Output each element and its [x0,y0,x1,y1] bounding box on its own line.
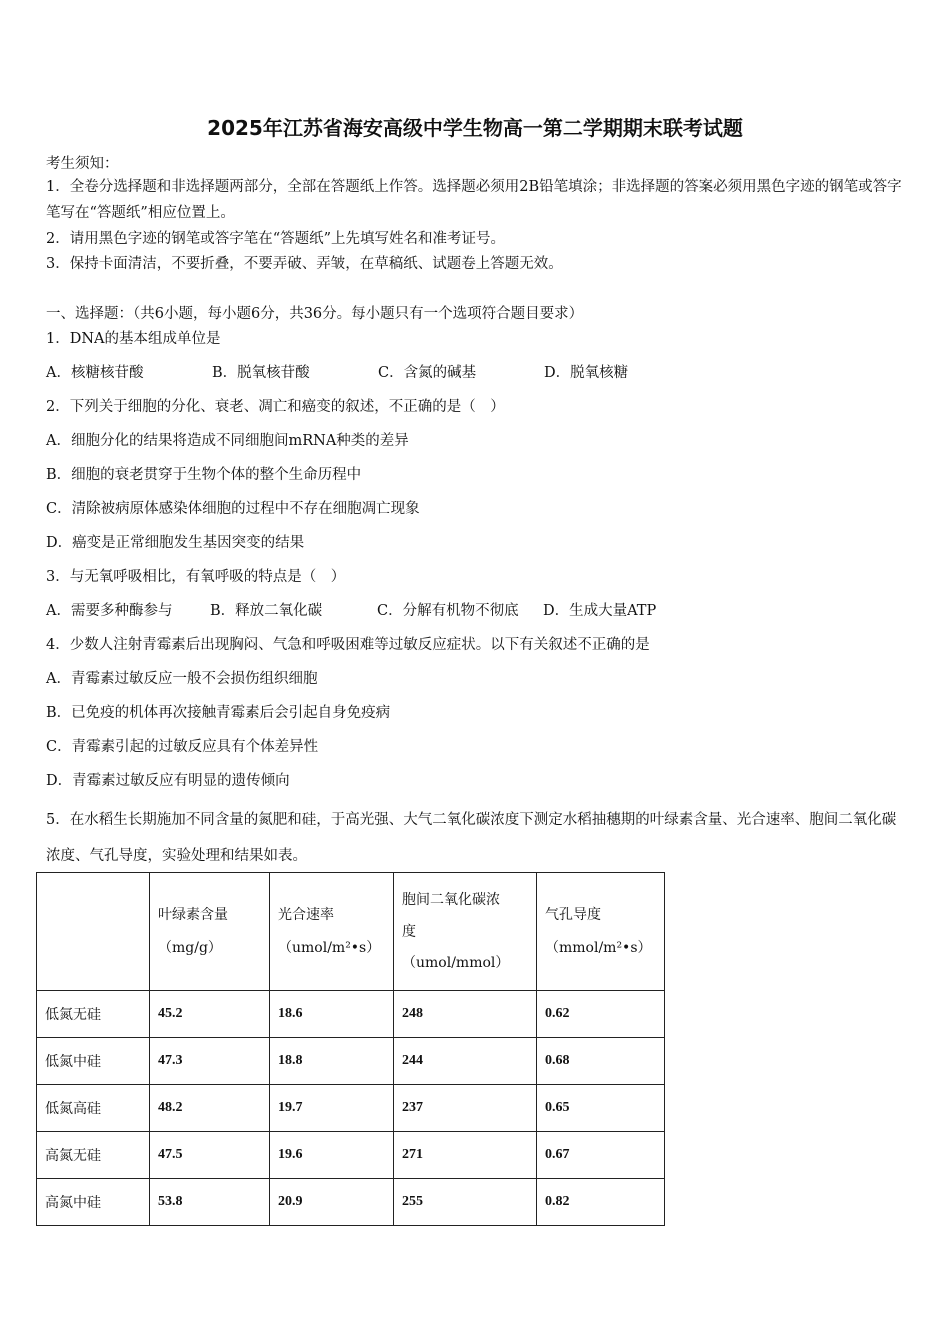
cell-value: 47.3 [150,1038,270,1085]
results-table [36,872,665,1226]
row-label: 低氮中硅 [37,1038,150,1085]
row-label: 低氮高硅 [37,1085,150,1132]
cell-value: 244 [394,1038,537,1085]
table-row [37,1038,665,1085]
row-label: 低氮无硅 [37,991,150,1038]
notice-item-3: 3．保持卡面清洁，不要折叠，不要弄破、弄皱，在草稿纸、试题卷上答题无效。 [46,256,563,272]
row-label: 高氮无硅 [37,1132,150,1179]
row-label: 高氮中硅 [37,1179,150,1226]
q1-option-b[interactable]: B．脱氧核苷酸 [212,365,310,381]
notice-heading: 考生须知： [46,156,119,172]
q1-option-d[interactable]: D．脱氧核糖 [544,365,629,381]
cell-value: 53.8 [150,1179,270,1226]
cell-value: 20.9 [270,1179,394,1226]
q4-option-a[interactable]: A．青霉素过敏反应一般不会损伤组织细胞 [46,671,318,687]
question-3-stem: 3．与无氧呼吸相比，有氧呼吸的特点是（ ） [46,569,346,585]
cell-value: 47.5 [150,1132,270,1179]
cell-value: 0.62 [537,991,665,1038]
cell-value: 45.2 [150,991,270,1038]
table-row [37,1132,665,1179]
page-title: 2025年江苏省海安高级中学生物高一第二学期期末联考试题 [207,116,743,140]
table-row [37,1085,665,1132]
q2-option-b[interactable]: B．细胞的衰老贯穿于生物个体的整个生命历程中 [46,467,362,483]
cell-value: 48.2 [150,1085,270,1132]
question-3-options [46,599,656,620]
header-stomatal-conductance: 气孔导度 （mmol/m²•s） [537,873,665,991]
q3-option-d[interactable]: D．生成大量ATP [543,603,657,619]
q1-option-a[interactable]: A．核糖核苷酸 [46,365,144,381]
q3-option-c[interactable]: C．分解有机物不彻底 [377,603,519,619]
table-row [37,1179,665,1226]
q2-option-c[interactable]: C．清除被病原体感染体细胞的过程中不存在细胞凋亡现象 [46,501,420,517]
q1-option-c[interactable]: C．含氮的碱基 [378,365,477,381]
table-corner-cell [37,873,150,991]
q3-option-a[interactable]: A．需要多种酶参与 [46,603,173,619]
question-1-stem: 1．DNA的基本组成单位是 [46,331,221,347]
cell-value: 18.6 [270,991,394,1038]
cell-value: 19.6 [270,1132,394,1179]
cell-value: 0.65 [537,1085,665,1132]
q3-option-b[interactable]: B．释放二氧化碳 [210,603,323,619]
question-2-stem: 2．下列关于细胞的分化、衰老、凋亡和癌变的叙述，不正确的是（ ） [46,399,505,415]
question-5-stem: 5．在水稻生长期施加不同含量的氮肥和硅，于高光强、大气二氧化碳浓度下测定水稻抽穗期的叶绿素含量、光合速率、胞间二氧化碳浓度、气孔导度，实验处理和结果如表。 [46,812,897,864]
cell-value: 0.82 [537,1179,665,1226]
q4-option-d[interactable]: D．青霉素过敏反应有明显的遗传倾向 [46,773,290,789]
cell-value: 237 [394,1085,537,1132]
cell-value: 19.7 [270,1085,394,1132]
cell-value: 255 [394,1179,537,1226]
notice-item-1: 1．全卷分选择题和非选择题两部分，全部在答题纸上作答。选择题必须用2B铅笔填涂；非选择题的答案必须用黑色字迹的钢笔或答字笔写在“答题纸”相应位置上。 [46,179,902,221]
q4-option-b[interactable]: B．已免疫的机体再次接触青霉素后会引起自身免疫病 [46,705,391,721]
cell-value: 0.68 [537,1038,665,1085]
header-intercellular-co2: 胞间二氧化碳浓 度 （umol/mmol） [394,873,537,991]
q4-option-c[interactable]: C．青霉素引起的过敏反应具有个体差异性 [46,739,319,755]
cell-value: 271 [394,1132,537,1179]
cell-value: 0.67 [537,1132,665,1179]
table-header-row [37,873,665,991]
cell-value: 248 [394,991,537,1038]
notice-item-2: 2．请用黑色字迹的钢笔或答字笔在“答题纸”上先填写姓名和准考证号。 [46,231,506,247]
header-photosynthesis-rate: 光合速率 （umol/m²•s） [270,873,394,991]
header-chlorophyll: 叶绿素含量 （mg/g） [150,873,270,991]
q2-option-a[interactable]: A．细胞分化的结果将造成不同细胞间mRNA种类的差异 [46,433,409,449]
table-row [37,991,665,1038]
section-heading: 一、选择题：（共6小题，每小题6分，共36分。每小题只有一个选项符合题目要求） [46,306,584,322]
question-4-stem: 4．少数人注射青霉素后出现胸闷、气急和呼吸困难等过敏反应症状。以下有关叙述不正确的是 [46,637,650,653]
question-1-options [46,361,628,382]
cell-value: 18.8 [270,1038,394,1085]
q2-option-d[interactable]: D．癌变是正常细胞发生基因突变的结果 [46,535,305,551]
